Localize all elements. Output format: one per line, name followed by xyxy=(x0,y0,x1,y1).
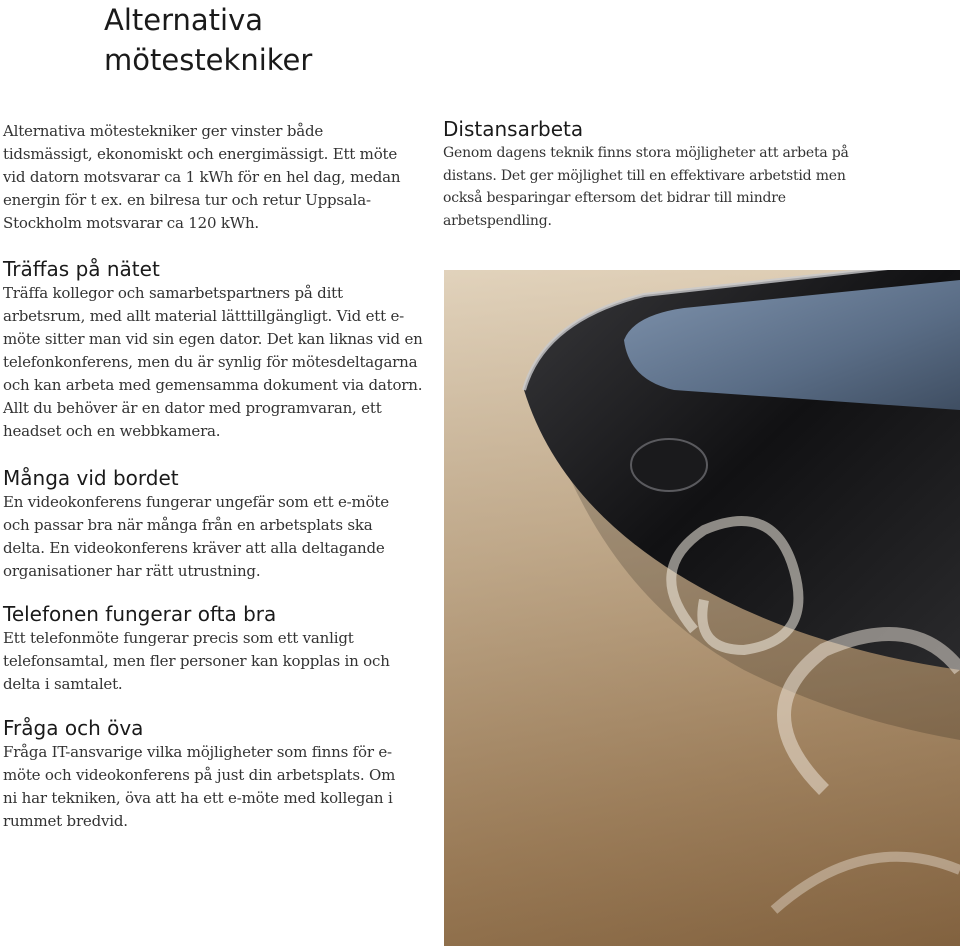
intro-section xyxy=(3,120,403,235)
smartphone-photo xyxy=(444,270,960,946)
section-body: Ett telefonmöte fungerar precis som ett vanligt telefonsamtal, men fler personer kan kopplas in och delta i samtalet. xyxy=(3,629,390,693)
page-title: Alternativa mötestekniker xyxy=(104,3,313,77)
section-body: En videokonferens fungerar ungefär som ett e-möte och passar bra när många från en arbetsplats ska delta. En videokonferens kräver att alla deltagande organisationer har rätt utrustning. xyxy=(3,493,389,580)
section-heading: Distansarbeta xyxy=(443,117,584,141)
section-heading: Träffas på nätet xyxy=(3,257,160,281)
section-distans xyxy=(443,116,883,232)
section-traffas xyxy=(3,256,428,443)
section-body: Träffa kollegor och samarbetspartners på ditt arbetsrum, med allt material lätttillgängligt. Vid ett e-möte sitter man vid sin egen dator. Det kan liknas vid en telefonkonferens, men du är synlig för mötesdeltagarna och kan arbeta med gemensamma dokument via datorn. Allt du behöver är en dator med programvaran, ett headset och en webbkamera. xyxy=(3,284,423,440)
section-fraga xyxy=(3,715,403,833)
section-heading: Många vid bordet xyxy=(3,466,179,490)
section-heading: Fråga och öva xyxy=(3,716,144,740)
intro-text: Alternativa mötestekniker ger vinster både tidsmässigt, ekonomiskt och energimässigt. Ett möte vid datorn motsvarar ca 1 kWh för en hel dag, medan energin för t ex. en bilresa tur och retur Uppsala-Stockholm motsvarar ca 120 kWh. xyxy=(3,122,401,232)
section-body: Genom dagens teknik finns stora möjligheter att arbeta på distans. Det ger möjlighet till en effektivare arbetstid men också besparingar eftersom det bidrar till mindre arbetspendling. xyxy=(443,145,849,229)
section-heading: Telefonen fungerar ofta bra xyxy=(3,602,277,626)
home-button-icon xyxy=(631,439,707,491)
section-manga xyxy=(3,465,413,583)
section-body: Fråga IT-ansvarige vilka möjligheter som finns för e-möte och videokonferens på just din arbetsplats. Om ni har tekniken, öva att ha ett e-möte med kollegan i rummet bredvid. xyxy=(3,743,396,830)
smartphone-illustration xyxy=(444,270,960,946)
section-telefon xyxy=(3,601,413,696)
